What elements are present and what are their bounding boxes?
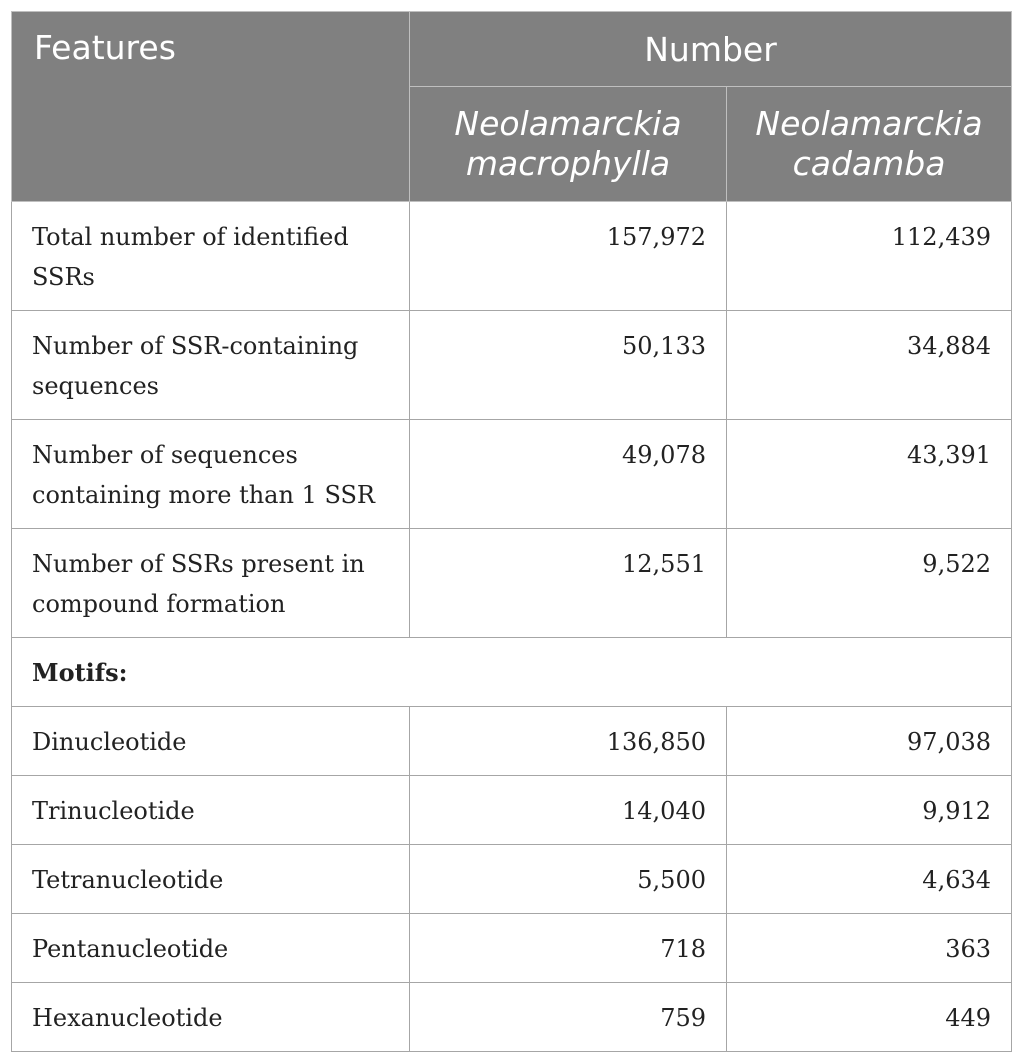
value-macrophylla: 5,500: [410, 845, 727, 914]
section-heading-motifs: Motifs:: [12, 638, 1012, 707]
table-row: [12, 529, 1012, 638]
value-cadamba: 43,391: [727, 420, 1012, 529]
value-cadamba: 4,634: [727, 845, 1012, 914]
row-label: Total number of identified SSRs: [12, 202, 410, 311]
section-row-motifs: [12, 638, 1012, 707]
header-species-cadamba: Neolamarckia cadamba: [727, 87, 1012, 202]
table-row: [12, 983, 1012, 1052]
value-cadamba: 9,522: [727, 529, 1012, 638]
header-species-macrophylla: Neolamarckia macrophylla: [410, 87, 727, 202]
value-macrophylla: 12,551: [410, 529, 727, 638]
value-macrophylla: 50,133: [410, 311, 727, 420]
value-cadamba: 97,038: [727, 707, 1012, 776]
value-cadamba: 34,884: [727, 311, 1012, 420]
row-label: Pentanucleotide: [12, 914, 410, 983]
table-row: [12, 914, 1012, 983]
row-label: Number of SSRs present in compound formation: [12, 529, 410, 638]
row-label: Number of SSR-containing sequences: [12, 311, 410, 420]
header-features: Features: [12, 12, 410, 202]
value-cadamba: 449: [727, 983, 1012, 1052]
value-macrophylla: 718: [410, 914, 727, 983]
value-macrophylla: 759: [410, 983, 727, 1052]
table-row: [12, 845, 1012, 914]
ssr-features-table: [11, 11, 1012, 1052]
header-number: Number: [410, 12, 1012, 87]
value-macrophylla: 49,078: [410, 420, 727, 529]
value-cadamba: 9,912: [727, 776, 1012, 845]
value-cadamba: 112,439: [727, 202, 1012, 311]
row-label: Number of sequences containing more than 1 SSR: [12, 420, 410, 529]
value-cadamba: 363: [727, 914, 1012, 983]
row-label: Hexanucleotide: [12, 983, 410, 1052]
table-row: [12, 311, 1012, 420]
row-label: Dinucleotide: [12, 707, 410, 776]
table-row: [12, 776, 1012, 845]
table-row: [12, 202, 1012, 311]
table-row: [12, 420, 1012, 529]
row-label: Trinucleotide: [12, 776, 410, 845]
row-label: Tetranucleotide: [12, 845, 410, 914]
table-row: [12, 707, 1012, 776]
value-macrophylla: 157,972: [410, 202, 727, 311]
value-macrophylla: 14,040: [410, 776, 727, 845]
value-macrophylla: 136,850: [410, 707, 727, 776]
